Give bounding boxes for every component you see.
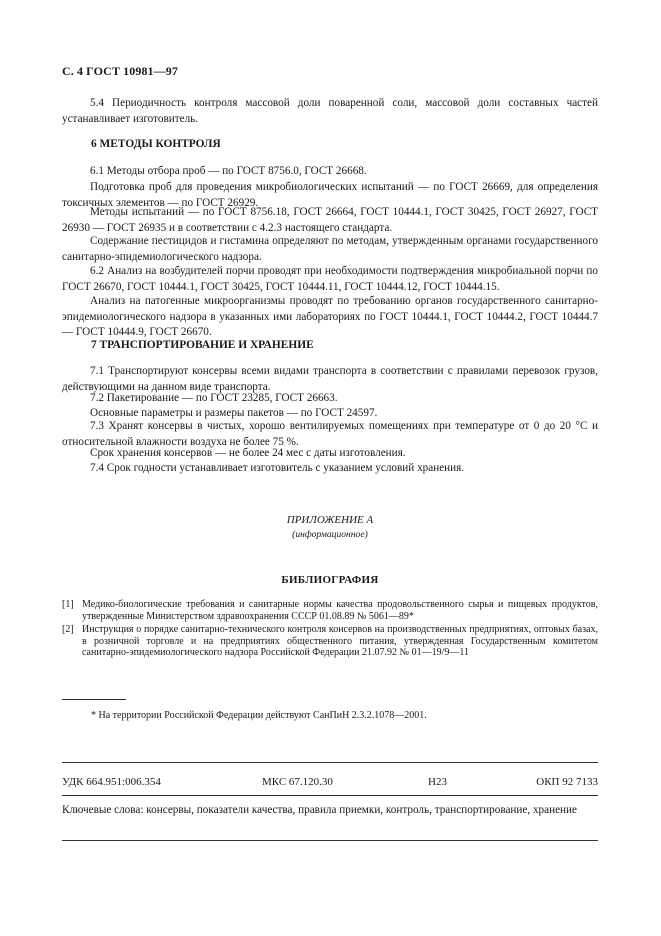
paragraph-7-2: 7.2 Пакетирование — по ГОСТ 23285, ГОСТ 26663. xyxy=(90,392,338,404)
paragraph-5-4: 5.4 Периодичность контроля массовой доли поваренной соли, массовой доли составных частей устанавливает изготовитель. xyxy=(62,97,598,125)
bibliography-title: БИБЛИОГРАФИЯ xyxy=(281,574,379,586)
page-header: С. 4 ГОСТ 10981—97 xyxy=(62,64,178,78)
udk-code: УДК 664.951:006.354 xyxy=(62,776,161,788)
paragraph-6-2-pathogens: Анализ на патогенные микроорганизмы проводят по требованию органов государственного санитарно-эпидемиологического надзора в указанных ими лабораториях по ГОСТ 10444.1, ГОСТ 10444.2, ГОСТ 10444.7 — ГОСТ 10444.9, ГОСТ 26670. xyxy=(62,295,598,338)
paragraph-6-2: 6.2 Анализ на возбудителей порчи проводят при необходимости подтверждения микробиальной порчи по ГОСТ 26670, ГОСТ 10444.1, ГОСТ 30425, ГОСТ 10444.11, ГОСТ 10444.12, ГОСТ 10444.15. xyxy=(62,265,598,293)
divider-bottom xyxy=(62,840,598,841)
bibliography-item-number: [1] xyxy=(62,599,74,610)
bibliography-item-text: Медико-биологические требования и санитарные нормы качества продовольственного сырья и пищевых продуктов, утвержденные Министерством здравоохранения СССР 01.08.89 № 5061—89* xyxy=(82,599,598,622)
footnote-separator xyxy=(62,699,126,700)
group-code: Н23 xyxy=(428,776,447,788)
bibliography-item-text: Инструкция о порядке санитарно-технического контроля консервов на производственных предприятиях, оптовых базах, в розничной торговле и на предприятиях общественного питания, утвержденная Государственным комитетом санитарно-эпидемиологического надзора Российской Федерации 21.07.92 № 01—19/9—11 xyxy=(82,624,598,658)
appendix-subtitle: (информационное) xyxy=(292,529,368,540)
section-7-title: 7 ТРАНСПОРТИРОВАНИЕ И ХРАНЕНИЕ xyxy=(91,339,314,351)
bibliography-item xyxy=(62,624,598,659)
keywords: Ключевые слова: консервы, показатели качества, правила приемки, контроль, транспортирование, хранение xyxy=(62,804,577,816)
appendix-title: ПРИЛОЖЕНИЕ А xyxy=(286,514,374,526)
footnote: * На территории Российской Федерации действуют СанПиН 2.3.2.1078—2001. xyxy=(91,710,427,721)
section-6-title: 6 МЕТОДЫ КОНТРОЛЯ xyxy=(91,138,221,150)
paragraph-6-1-pesticides: Содержание пестицидов и гистамина определяют по методам, утвержденным органами государственного санитарно-эпидемиологического надзора. xyxy=(62,235,598,263)
mks-code: МКС 67.120.30 xyxy=(262,776,333,788)
paragraph-6-1-methods: Методы испытаний — по ГОСТ 8756.18, ГОСТ 26664, ГОСТ 10444.1, ГОСТ 30425, ГОСТ 26927, ГОСТ 26930 — ГОСТ 26935 и в соответствии с 4.2.3 настоящего стандарта. xyxy=(62,206,598,234)
paragraph-7-3-shelf: Срок хранения консервов — не более 24 мес с даты изготовления. xyxy=(90,447,406,459)
paragraph-7-1: 7.1 Транспортируют консервы всеми видами транспорта в соответствии с правилами перевозок грузов, действующими на данном виде транспорта. xyxy=(62,365,598,393)
paragraph-7-4: 7.4 Срок годности устанавливает изготовитель с указанием условий хранения. xyxy=(90,462,465,474)
okp-code: ОКП 92 7133 xyxy=(536,776,598,788)
bibliography-item-number: [2] xyxy=(62,624,74,635)
paragraph-6-1-prep: Подготовка проб для проведения микробиологических испытаний — по ГОСТ 26669, для определения токсичных элементов — по ГОСТ 26929. xyxy=(62,181,598,209)
paragraph-6-1: 6.1 Методы отбора проб — по ГОСТ 8756.0, ГОСТ 26668. xyxy=(90,165,367,177)
bibliography-item xyxy=(62,599,598,622)
paragraph-7-2-params: Основные параметры и размеры пакетов — по ГОСТ 24597. xyxy=(90,407,378,419)
divider-middle xyxy=(62,795,598,796)
paragraph-7-3: 7.3 Хранят консервы в чистых, хорошо вентилируемых помещениях при температуре от 0 до 20 °С и относительной влажности воздуха не более 75 %. xyxy=(62,420,598,448)
divider-top xyxy=(62,762,598,763)
bibliography-list xyxy=(62,599,598,659)
